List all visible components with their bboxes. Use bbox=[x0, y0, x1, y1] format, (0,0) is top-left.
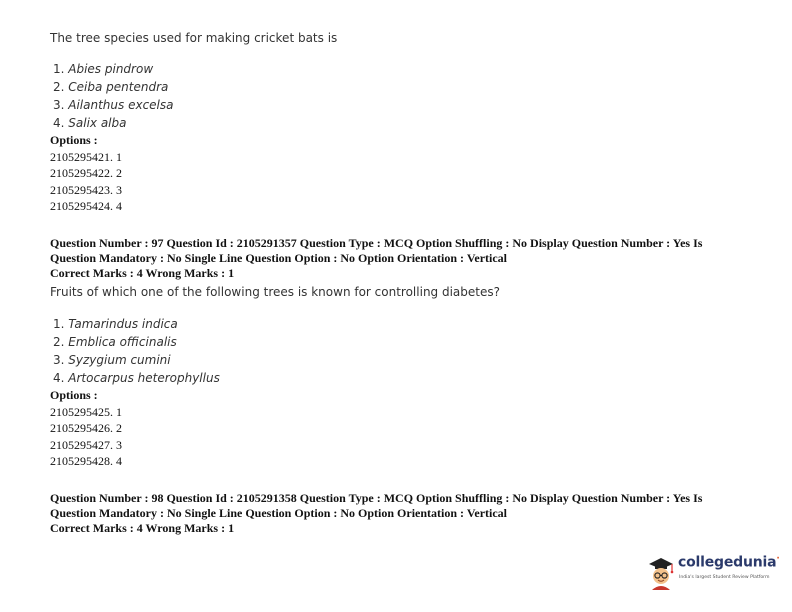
choice-item: 2. Emblica officinalis bbox=[53, 335, 177, 349]
choice-item: 2. Ceiba pentendra bbox=[53, 80, 169, 94]
question-meta bbox=[50, 236, 750, 281]
option-id: 2105295426. 2 bbox=[50, 421, 122, 435]
brand-name: collegedunia· bbox=[678, 554, 780, 571]
option-id: 2105295421. 1 bbox=[50, 149, 122, 164]
meta-line: Question Number : 98 Question Id : 2105291358 Question Type : MCQ Option Shuffling : No Display Question Number : Yes Is bbox=[50, 491, 703, 505]
choice-item: 4. Artocarpus heterophyllus bbox=[53, 371, 220, 385]
brand-tagline: India's largest Student Review Platform bbox=[679, 575, 770, 580]
marks-line: Correct Marks : 4 Wrong Marks : 1 bbox=[50, 521, 235, 535]
option-id: 2105295423. 3 bbox=[50, 182, 122, 197]
graduate-mascot-icon bbox=[646, 556, 676, 590]
question-text: The tree species used for making cricket bats is bbox=[50, 31, 338, 45]
collegedunia-logo bbox=[646, 554, 786, 590]
meta-line: Question Mandatory : No Single Line Question Option : No Option Orientation : Vertical bbox=[50, 506, 508, 520]
choice-item: 1. Abies pindrow bbox=[53, 62, 154, 76]
marks-line: Correct Marks : 4 Wrong Marks : 1 bbox=[50, 266, 235, 280]
meta-line: Question Number : 97 Question Id : 2105291357 Question Type : MCQ Option Shuffling : No Display Question Number : Yes Is bbox=[50, 236, 703, 250]
options-label: Options : bbox=[50, 388, 98, 402]
question-meta bbox=[50, 491, 750, 536]
options-block bbox=[50, 387, 122, 470]
choice-item: 1. Tamarindus indica bbox=[53, 317, 178, 331]
choice-item: 3. Syzygium cumini bbox=[53, 353, 171, 367]
option-id: 2105295425. 1 bbox=[50, 404, 122, 419]
option-id: 2105295428. 4 bbox=[50, 454, 122, 468]
choice-item: 4. Salix alba bbox=[53, 116, 127, 130]
option-id: 2105295422. 2 bbox=[50, 166, 122, 180]
question-text: Fruits of which one of the following trees is known for controlling diabetes? bbox=[50, 285, 500, 299]
options-label: Options : bbox=[50, 133, 98, 147]
choice-list bbox=[53, 60, 174, 132]
option-id: 2105295427. 3 bbox=[50, 437, 122, 452]
choice-item: 3. Ailanthus excelsa bbox=[53, 98, 174, 112]
option-id: 2105295424. 4 bbox=[50, 199, 122, 213]
options-block bbox=[50, 132, 122, 215]
choice-list bbox=[53, 315, 220, 387]
meta-line: Question Mandatory : No Single Line Question Option : No Option Orientation : Vertical bbox=[50, 251, 508, 265]
